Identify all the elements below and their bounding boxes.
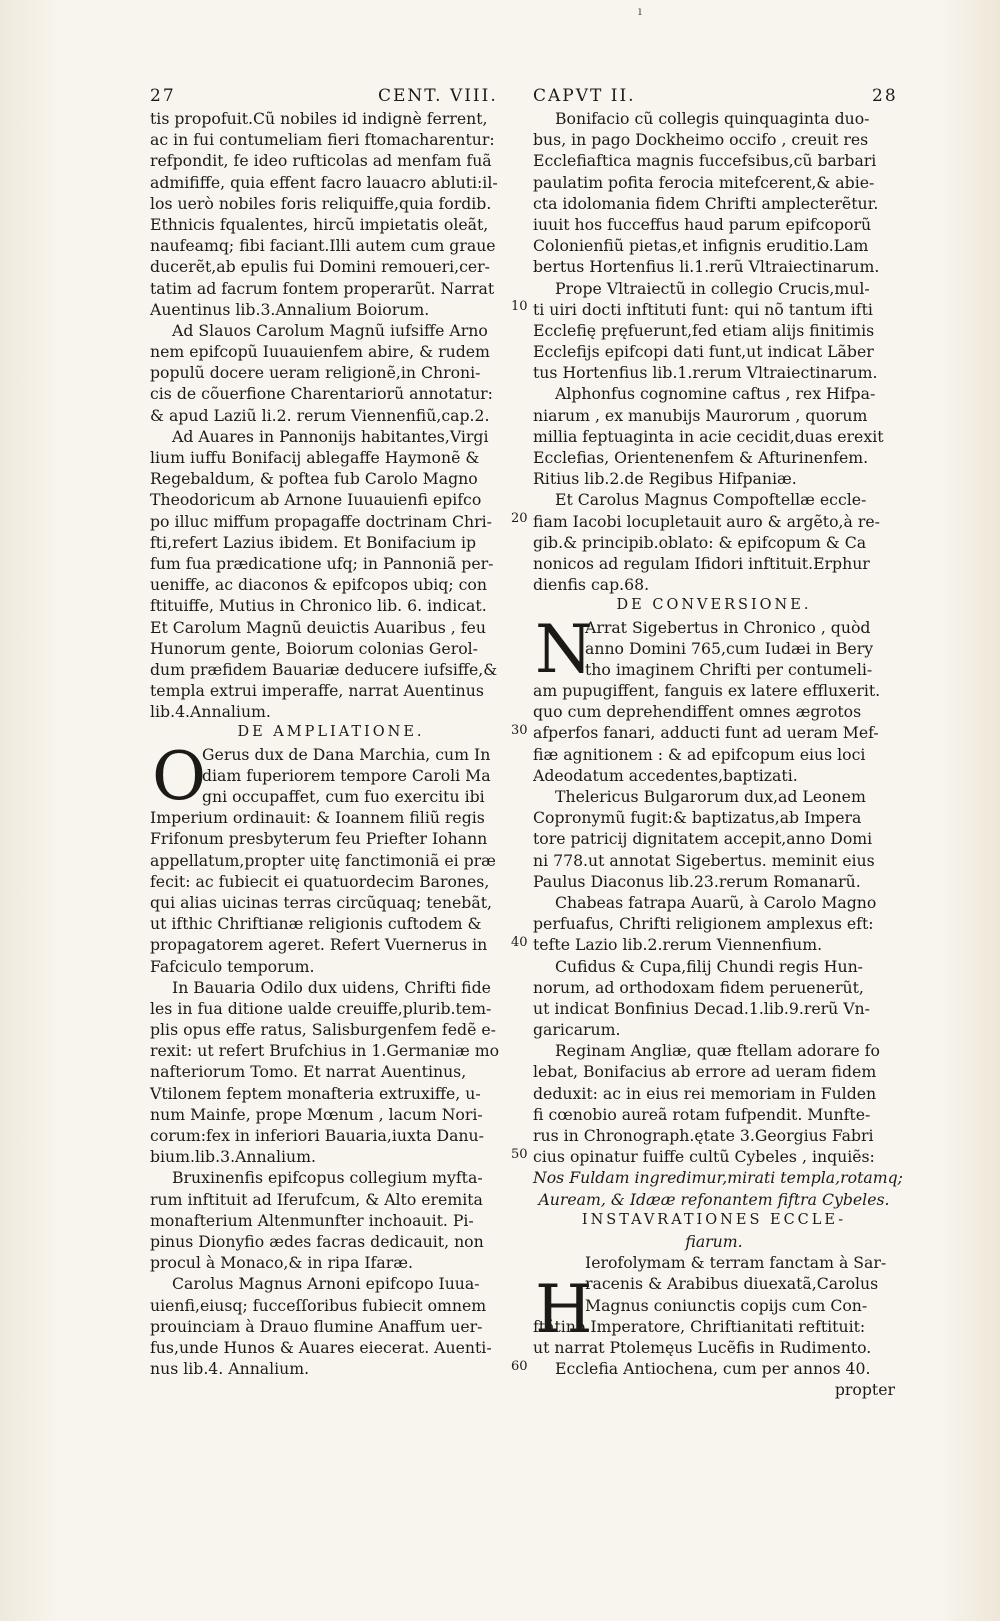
text-line: diam fuperiorem tempore Caroli Ma <box>202 765 491 785</box>
drop-cap-h: H <box>535 1271 593 1348</box>
right-column <box>533 108 903 1400</box>
text-line: ueniffe, ac diaconos & epifcopos ubiq; con <box>150 575 487 595</box>
text-line: perfuafus, Chrifti religionem amplexus eft: <box>533 914 874 934</box>
text-line: propagatorem ageret. Refert Vuernerus in <box>150 935 488 955</box>
text-line: ni 778.ut annotat Sigebertus. meminit eius <box>533 850 875 870</box>
text-line: paulatim pofita ferocia mitefcerent,& abie- <box>533 172 875 192</box>
text-line: tis propofuit.Cũ nobiles id indignè ferrent, <box>150 109 488 128</box>
text-line: tore patricij dignitatem accepit,anno Domi <box>533 829 873 849</box>
text-line: iuuit hos fucceffus haud parum epifcoporũ <box>533 214 872 234</box>
text-line: ftituiffe, Mutius in Chronico lib. 6. indicat. <box>150 596 487 616</box>
text-line: rum inftituit ad Iferufcum, & Alto eremita <box>150 1189 483 1209</box>
text-line: Et Carolus Magnus Compoftellæ eccle- <box>555 490 867 510</box>
text-line: rus in Chronograph.ętate 3.Georgius Fabri <box>533 1126 874 1145</box>
text-line: corum:fex in inferiori Bauaria,iuxta Danu- <box>150 1126 484 1145</box>
text-line: fus,unde Hunos & Auares eiecerat. Auenti- <box>150 1337 492 1357</box>
text-line: tho imaginem Chrifti per contumeli- <box>585 659 873 679</box>
text-line: Magnus coniunctis copijs cum Con- <box>585 1295 868 1315</box>
text-line: po illuc miffum propagaffe doctrinam Chri- <box>150 511 492 531</box>
text-line: Copronymũ fugit:& baptizatus,ab Impera <box>533 808 862 828</box>
text-line: procul à Monaco,& in ripa Ifaræ. <box>150 1253 413 1273</box>
text-line: dum præfidem Bauariæ deducere iufsiffe,& <box>150 659 498 679</box>
text-line: les in fua ditione ualde creuiffe,plurib.tem- <box>150 998 492 1018</box>
text-line: bertus Hortenfius li.1.rerũ Vltraiectinarum. <box>533 257 880 277</box>
text-line: norum, ad orthodoxam fidem peruenerũt, <box>533 977 864 997</box>
text-line: rexit: ut refert Brufchius in 1.Germaniæ mo <box>150 1041 500 1061</box>
text-line: ut indicat Bonfinius Decad.1.lib.9.rerũ Vn- <box>533 998 870 1018</box>
margin-line-number: 50 <box>511 1147 528 1162</box>
text-line: los uerò nobiles foris reliquiffe,quia fordib. <box>150 193 492 213</box>
text-line: fiam Iacobi locupletauit auro & argẽto,à re- <box>533 511 880 531</box>
drop-cap-n: N <box>535 611 593 688</box>
text-line: fi cœnobio aureã rotam fufpendit. Munfte- <box>533 1104 871 1124</box>
text-line: fum fua prædicatione ufq; in Pannoniã per- <box>150 553 494 573</box>
text-line: anno Domini 765,cum Iudæi in Bery <box>585 638 874 658</box>
text-line: Ad Auares in Pannonijs habitantes,Virgi <box>172 426 489 446</box>
text-line: Et Carolum Magnũ deuictis Auaribus , feu <box>150 617 486 637</box>
text-line: & apud Laziũ li.2. rerum Viennenfiũ,cap.2. <box>150 405 490 425</box>
text-line: prouinciam à Drauo flumine Anaffum uer- <box>150 1316 483 1336</box>
text-line: lib.4.Annalium. <box>150 702 271 722</box>
text-line: appellatum,propter uitę fanctimoniã ei præ <box>150 850 496 870</box>
text-line: Bonifacio cũ collegis quinquaginta duo- <box>555 109 870 128</box>
text-line: Ecclefia Antiochena, cum per annos 40. <box>555 1359 871 1379</box>
text-line: lium iuffu Bonifacij ablegaffe Haymonẽ & <box>150 448 480 467</box>
text-line: Thelericus Bulgarorum dux,ad Leonem <box>555 787 866 806</box>
margin-line-number: 40 <box>511 935 528 950</box>
running-title-left: CENT. VIII. <box>378 86 498 106</box>
text-line: cius opinatur fuiffe cultũ Cybeles , inquiẽs: <box>533 1147 875 1167</box>
text-line: templa extrui imperaffe, narrat Auentinus <box>150 681 484 701</box>
text-line: Ritius lib.2.de Regibus Hifpaniæ. <box>533 469 797 489</box>
text-line: monafterium Altenmunfter inchoauit. Pi- <box>150 1210 474 1230</box>
text-line: Frifonum presbyterum feu Priefter Iohann <box>150 829 488 849</box>
text-line: millia feptuaginta in acie cecidit,duas erexit <box>533 426 884 446</box>
text-line: Alphonfus cognomine caftus , rex Hifpa- <box>555 384 876 404</box>
catchword: propter <box>834 1380 895 1400</box>
text-line: Regebaldum, & poftea fub Carolo Magno <box>150 469 478 489</box>
text-line: Ecclefijs epifcopi dati funt,ut indicat Lãber <box>533 342 874 362</box>
text-line: Colonienfiũ pietas,et infignis eruditio.Lam <box>533 236 869 256</box>
text-line: ac in fui contumeliam fieri ftomacharentur: <box>150 130 495 150</box>
text-line: Bruxinenfis epifcopus collegium myfta- <box>172 1168 483 1188</box>
text-line: gni occupaffet, cum fuo exercitu ibi <box>202 787 485 806</box>
text-line: afperfos fanari, adducti funt ad ueram Mef- <box>533 723 879 743</box>
text-line: fiæ agnitionem : & ad epifcopum eius loci <box>533 744 866 764</box>
top-mark: ı <box>638 4 642 18</box>
text-line: ftãtino Imperatore, Chriftianitati reftituit: <box>533 1316 866 1336</box>
text-line: cta idolomania fidem Chrifti amplecterẽtur. <box>533 193 879 213</box>
text-line: Arrat Sigebertus in Chronico , quòd <box>585 617 871 637</box>
text-line: In Bauaria Odilo dux uidens, Chrifti fide <box>172 977 491 997</box>
text-line: Nos Fuldam ingredimur,mirati templa,rotamq; <box>533 1168 903 1188</box>
text-line: dienfis cap.68. <box>533 575 650 595</box>
text-line: Ad Slauos Carolum Magnũ iufsiffe Arno <box>172 320 488 340</box>
running-title-right: CAPVT II. <box>533 86 636 106</box>
text-line: lebat, Bonifacius ab errore ad ueram fidem <box>533 1062 877 1082</box>
margin-line-number: 10 <box>511 299 528 314</box>
page-number-left: 27 <box>150 86 176 106</box>
text-line: Adeodatum accedentes,baptizati. <box>533 765 798 785</box>
text-line: tus Hortenfius lib.1.rerum Vltraiectinarum. <box>533 363 878 383</box>
text-line: cis de cõuerfione Charentariorũ annotatur: <box>150 384 493 404</box>
text-line: Ierofolymam & terram fanctam à Sar- <box>585 1253 887 1273</box>
text-line: Chabeas fatrapa Auarũ, à Carolo Magno <box>555 892 877 912</box>
text-line: populũ docere ueram religionẽ,in Chroni- <box>150 363 481 383</box>
text-line: Carolus Magnus Arnoni epifcopo Iuua- <box>172 1274 480 1294</box>
text-line: num Mainfe, prope Mœnum , lacum Nori- <box>150 1104 483 1124</box>
text-line: pinus Dionyfio ædes facras dedicauit, non <box>150 1231 484 1251</box>
text-line: garicarum. <box>533 1020 621 1040</box>
section-heading: INSTAVRATIONES ECCLE- <box>581 1211 847 1228</box>
text-line: tefte Lazio lib.2.rerum Viennenfium. <box>533 935 823 955</box>
text-line: nafteriorum Tomo. Et narrat Auentinus, <box>150 1062 467 1082</box>
text-line: plis opus effe ratus, Salisburgenfem fedẽ e- <box>150 1020 496 1040</box>
text-line: Vtilonem feptem monafteria extruxiffe, u- <box>150 1083 481 1103</box>
text-line: Prope Vltraiectũ in collegio Crucis,mul- <box>555 278 870 298</box>
section-heading: DE CONVERSIONE. <box>616 597 812 614</box>
margin-line-number: 20 <box>511 511 528 526</box>
text-line: naufeamq; fibi faciant.Illi autem cum graue <box>150 236 496 256</box>
text-line: Ecclefias, Orientenenfem & Afturinenfem. <box>533 448 869 467</box>
text-line: Ecclefiaftica magnis fuccefsibus,cũ barbari <box>533 151 877 171</box>
margin-line-number: 30 <box>511 723 528 738</box>
text-line: Hunorum gente, Boiorum colonias Gerol- <box>150 638 478 658</box>
text-line: fiarum. <box>685 1231 743 1251</box>
text-line: fti,refert Lazius ibidem. Et Bonifacium ip <box>150 532 477 552</box>
text-line: refpondit, fe ideo rufticolas ad menfam fuã <box>150 151 492 171</box>
text-line: deduxit: ac in eius rei memoriam in Fulden <box>533 1083 877 1103</box>
text-line: quo cum deprehendiffent omnes ægrotos <box>533 702 862 722</box>
text-line: fecit: ac fubiecit ei quatuordecim Barones, <box>150 871 490 891</box>
text-line: ducerẽt,ab epulis fui Domini remoueri,cer- <box>150 257 490 277</box>
text-line: nem epifcopũ Iuuauienfem abire, & rudem <box>150 342 490 362</box>
text-line: Auream, & Idææ refonantem fiftra Cybeles. <box>538 1189 890 1209</box>
page-number-right: 28 <box>872 86 898 106</box>
text-line: ut narrat Ptolemęus Lucẽfis in Rudimento. <box>533 1337 872 1357</box>
text-line: gib.& principib.oblato: & epifcopum & Ca <box>533 532 867 552</box>
text-line: Theodoricum ab Arnone Iuuauienfi epifco <box>150 490 482 510</box>
text-line: bus, in pago Dockheimo occifo , creuit res <box>533 130 869 150</box>
text-line: Paulus Diaconus lib.23.rerum Romanarũ. <box>533 871 861 891</box>
text-line: Ecclefię pręfuerunt,fed etiam alijs finitimis <box>533 320 875 340</box>
text-line: Auentinus lib.3.Annalium Boiorum. <box>150 299 430 319</box>
text-line: uienfi,eiusq; fucceſſoribus fubiecit omnem <box>150 1295 487 1315</box>
text-line: Reginam Angliæ, quæ ftellam adorare fo <box>555 1041 880 1061</box>
section-heading: DE AMPLIATIONE. <box>237 724 425 741</box>
text-line: niarum , ex manubijs Maurorum , quorum <box>533 405 868 425</box>
margin-line-number: 60 <box>511 1359 528 1374</box>
text-line: racenis & Arabibus diuexatã,Carolus <box>585 1274 879 1294</box>
text-line: ti uiri docti inftituti funt: qui nõ tantum ifti <box>533 299 873 319</box>
text-line: admififfe, quia effent facro lauacro abluti:il- <box>150 172 498 192</box>
text-line: qui alias uicinas terras circũquaq; tenebãt, <box>150 892 492 912</box>
text-line: Fafciculo temporum. <box>150 956 315 976</box>
text-line: bium.lib.3.Annalium. <box>150 1147 316 1167</box>
text-line: am pupugiffent, fanguis ex latere effluxerit. <box>533 681 881 701</box>
text-line: Ethnicis fqualentes, hircũ impietatis oleãt, <box>150 214 489 234</box>
text-line: nonicos ad regulam Ifidori inftituit.Erphur <box>533 553 870 573</box>
text-line: ut ifthic Chriftianæ religionis cuftodem & <box>150 914 482 934</box>
text-line: tatim ad facrum fontem properarũt. Narrat <box>150 278 495 298</box>
text-line: Gerus dux de Dana Marchia, cum In <box>202 744 491 764</box>
text-line: Cufidus & Cupa,filij Chundi regis Hun- <box>555 956 863 976</box>
text-line: nus lib.4. Annalium. <box>150 1359 310 1379</box>
drop-cap-o: O <box>152 738 207 815</box>
text-line: Imperium ordinauit: & Ioannem filiũ regis <box>150 808 485 828</box>
